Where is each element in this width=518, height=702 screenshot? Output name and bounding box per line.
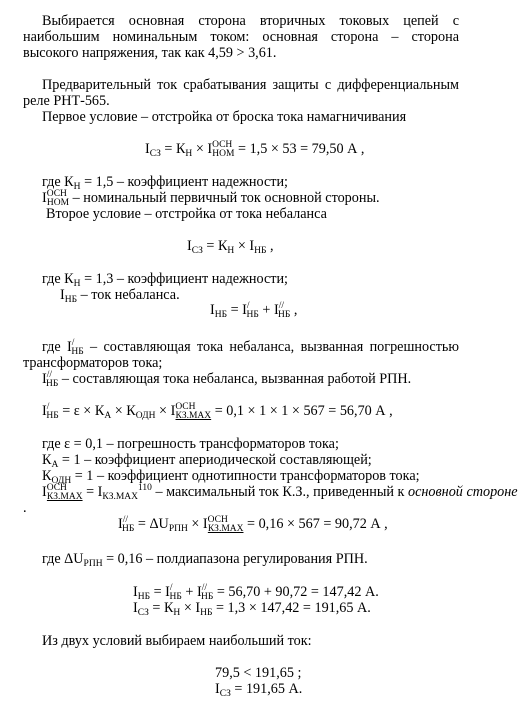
formula-inb-result: $I_{НБ} = I^/_{НБ} + I^{//}_{НБ} = 56,70 + 90,72 = 147,42$ А. [133,583,379,602]
formula-inb1: $I^/_{НБ} = \varepsilon \times К_А \times К_{ОДН} \times I^{ОСН}_{КЗ.МАХ} = 0,1 \times 1 \times 1 \times 567 = 56,70$ А , [42,402,393,421]
kodn-definition: $К_{ОДН} = 1$ – коэффициент однотипности трансформаторов тока; [42,468,420,486]
inb1-definition: где $I^/_{НБ}$ – составляющая тока небаланса, вызванная погрешностью трансформаторов тока; [23,338,459,371]
ikz-definition-end: . [23,500,27,516]
inb2-definition: $I^{//}_{НБ}$ – составляющая тока небаланса, вызванная работой РПН. [42,370,412,389]
formula-isz-magnetizing: $I_{СЗ} = К_Н \times I^{ОСН}_{НОМ} = 1,5 \times 53 = 79,50$ А , [145,140,365,159]
du-definition: где $\Delta U_{РПН} = 0,16$ – полдиапазона регулирования РПН. [42,551,368,569]
paragraph-main-side: Выбирается основная сторона вторичных токовых цепей с наибольшим номинальным током: основная сторона – сторона высокого напряжения, так как 4,59 > 3,61. [23,13,459,61]
inom-definition: $I^{ОСН}_{НОМ}$ – номинальный первичный ток основной стороны. [42,189,380,208]
kn-definition-2: где $К_Н = 1,3$ – коэффициент надежности; [42,271,288,289]
paragraph-preliminary-current: Предварительный ток срабатывания защиты с дифференциальным реле РНТ-565. [23,77,459,109]
formula-inb-sum: $I_{НБ} = I^/_{НБ} + I^{//}_{НБ}$ , [210,301,298,320]
epsilon-definition: где ε = 0,1 – погрешность трансформаторов тока; [42,436,339,452]
inb-definition: $I_{НБ}$ – ток небаланса. [60,287,180,305]
formula-isz-unbalance: $I_{СЗ} = К_Н \times I_{НБ}$ , [187,238,274,256]
final-isz: $I_{СЗ} = 191,65$ А. [215,681,303,699]
ikz-italic-phrase: основной стороне [407,484,518,500]
condition-1-heading: Первое условие – отстройка от броска тока намагничивания [42,109,407,125]
condition-2-heading: Второе условие – отстройка от тока небаланса [46,206,327,222]
comparison: 79,5 < 191,65 ; [215,665,302,681]
ka-definition: $К_А = 1$ – коэффициент апериодической составляющей; [42,452,372,470]
choose-max-heading: Из двух условий выбираем наибольший ток: [42,633,312,649]
ikz-definition: $I^{ОСН}_{КЗ.МАХ} = I_{КЗ.МАХ}^{110}$ – максимальный ток К.З., приведенный к основной стороне [42,483,518,502]
kn-definition-1: где $К_Н = 1,5$ – коэффициент надежности; [42,174,288,192]
formula-isz-result: $I_{СЗ} = К_Н \times I_{НБ} = 1,3 \times 147,42 = 191,65$ А. [133,600,371,618]
formula-inb2: $I^{//}_{НБ} = \Delta U_{РПН} \times I^{ОСН}_{КЗ.МАХ} = 0,16 \times 567 = 90,72$ А , [118,515,388,534]
